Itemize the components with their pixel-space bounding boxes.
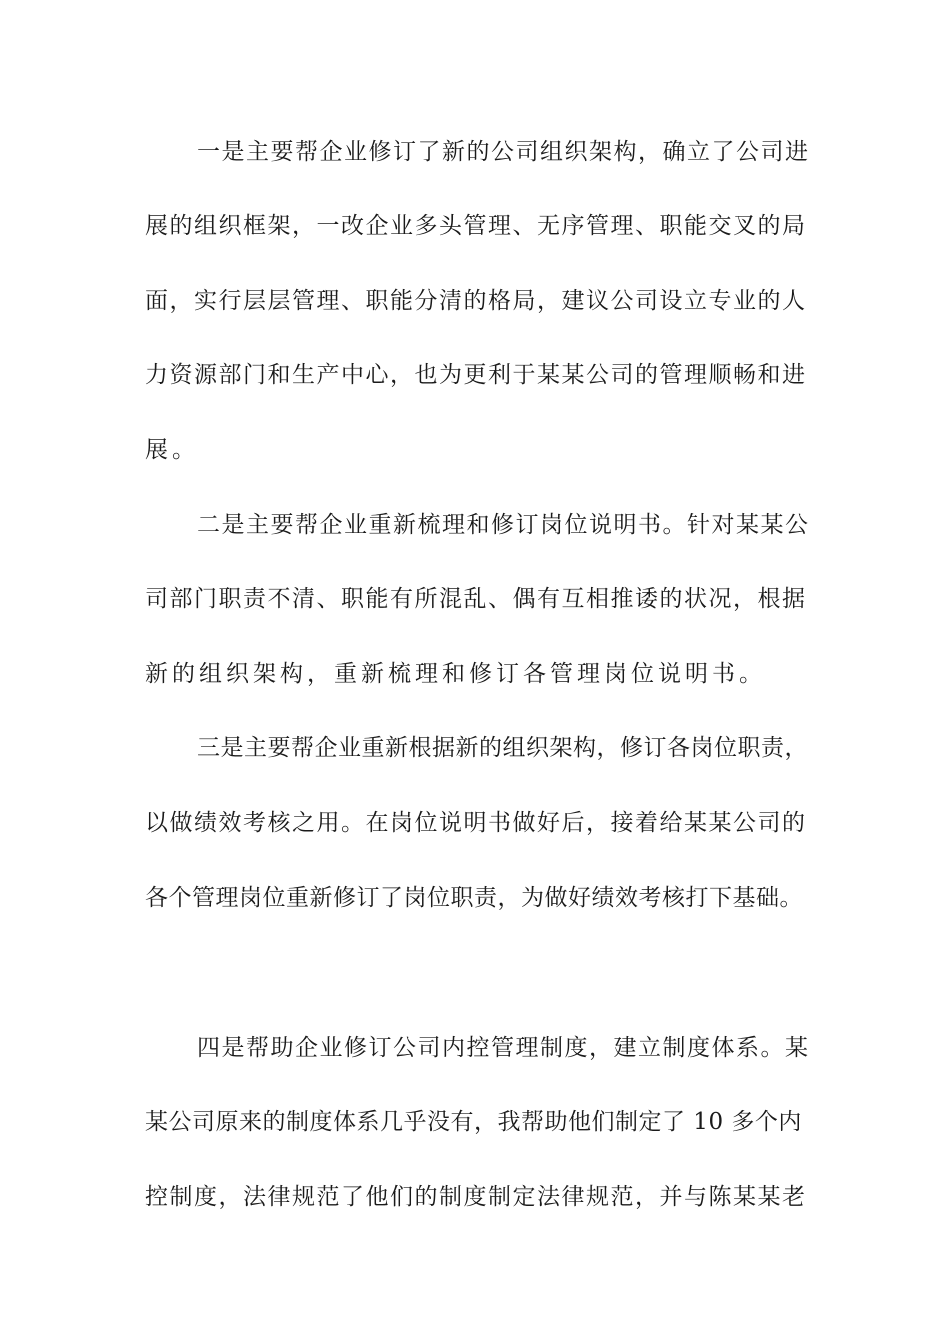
text-line: 展的组织框架，一改企业多头管理、无序管理、职能交叉的局 — [145, 213, 807, 239]
text-line: 各个管理岗位重新修订了岗位职责，为做好绩效考核打下基础。 — [145, 885, 803, 911]
text-line: 面，实行层层管理、职能分清的格局，建议公司设立专业的人 — [145, 288, 807, 314]
text-line: 一是主要帮企业修订了新的公司组织架构，确立了公司进 — [197, 139, 810, 165]
text-line: 展。 — [145, 437, 199, 463]
text-line: 控制度，法律规范了他们的制度制定法律规范，并与陈某某老 — [145, 1184, 807, 1210]
text-line: 司部门职责不清、职能有所混乱、偶有互相推诿的状况，根据 — [145, 586, 807, 612]
text-line: 某公司原来的制度体系几乎没有，我帮助他们制定了 10 多个内 — [145, 1109, 802, 1135]
text-line: 三是主要帮企业重新根据新的组织架构，修订各岗位职责， — [197, 735, 808, 761]
text-line: 新的组织架构，重新梳理和修订各管理岗位说明书。 — [145, 661, 766, 687]
text-line: 以做绩效考核之用。在岗位说明书做好后，接着给某某公司的 — [145, 810, 807, 836]
text-line: 二是主要帮企业重新梳理和修订岗位说明书。针对某某公 — [197, 512, 810, 538]
text-line: 四是帮助企业修订公司内控管理制度，建立制度体系。某 — [197, 1035, 810, 1061]
text-line: 力资源部门和生产中心，也为更利于某某公司的管理顺畅和进 — [145, 362, 807, 388]
